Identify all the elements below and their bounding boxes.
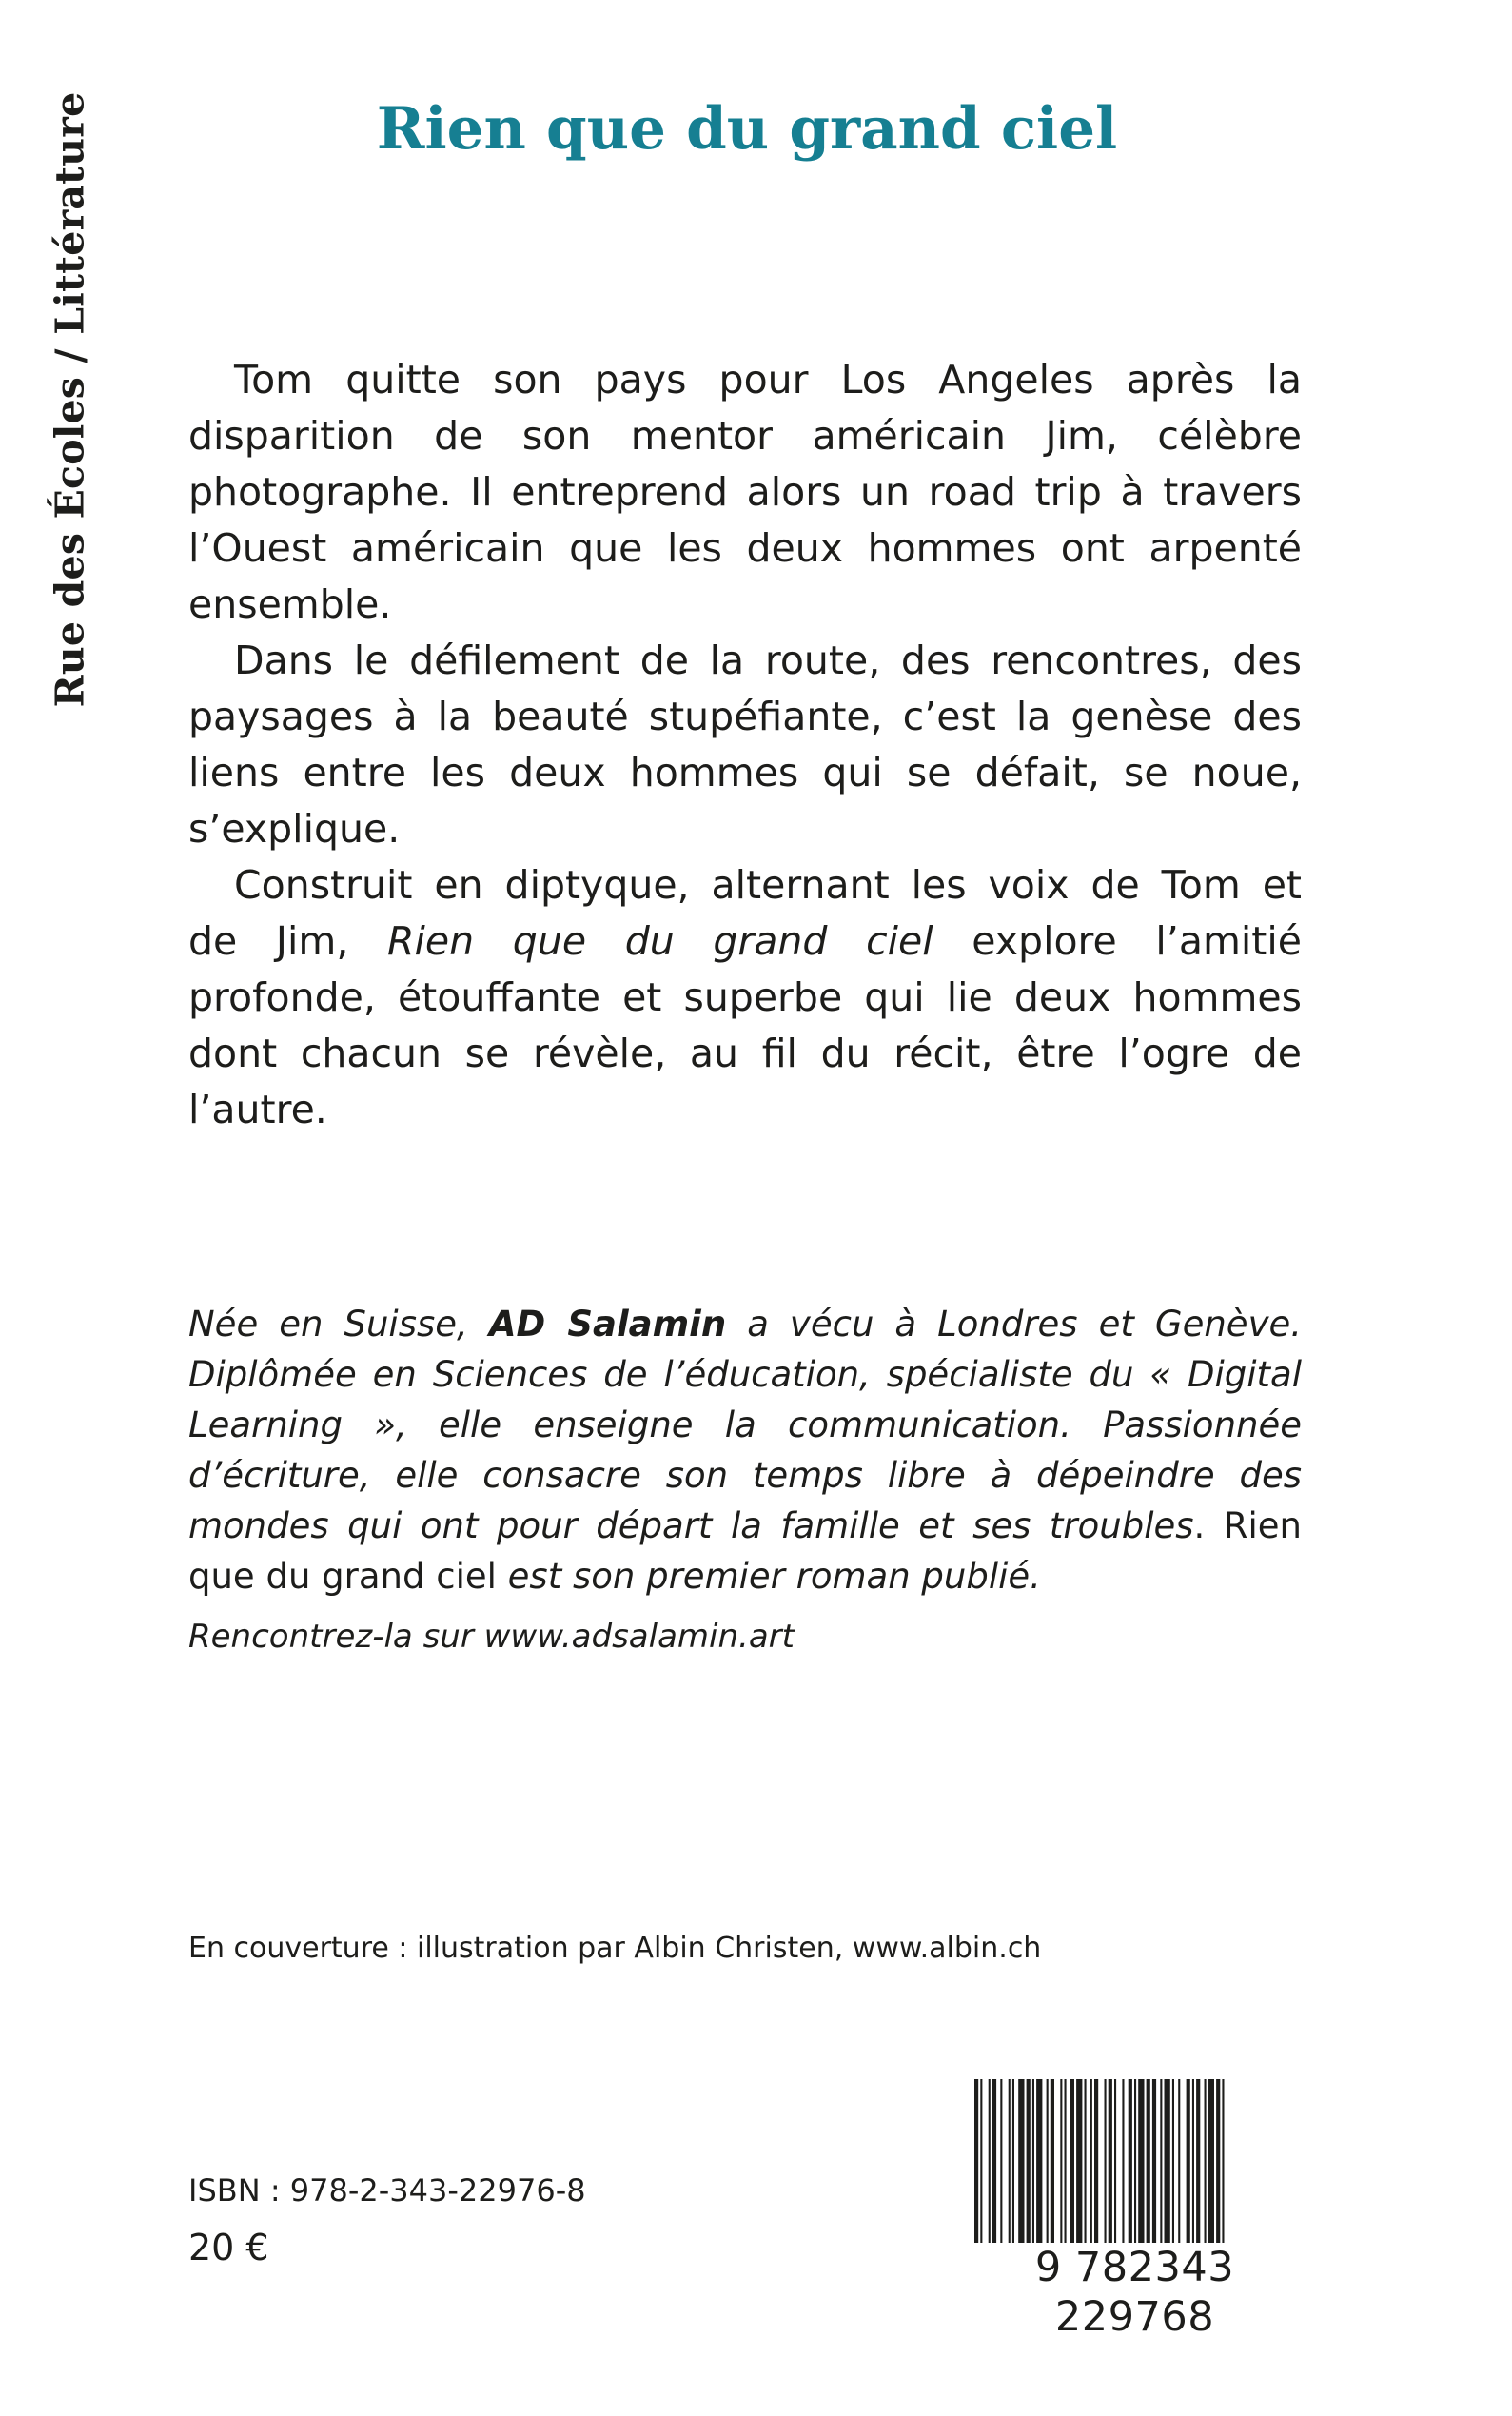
barcode-bar xyxy=(1165,2079,1170,2249)
barcode-bar xyxy=(1122,2079,1124,2249)
synopsis-paragraph-1: Tom quitte son pays pour Los Angeles après la disparition de son mentor américain Jim, célèbre photographe. Il entreprend alors un road trip à travers l’Ouest américain que les deux hommes ont arpenté ensemble. xyxy=(188,357,1302,627)
barcode-bar xyxy=(1105,2079,1107,2269)
synopsis-p3-after: explore l’amitié profonde, étouffante et superbe qui lie deux hommes dont chacun se révèle, au fil du récit, être l’ogre de l’autre. xyxy=(188,918,1302,1132)
barcode-bar xyxy=(1208,2079,1214,2249)
barcode-bar xyxy=(992,2079,996,2249)
barcode-bar xyxy=(1216,2079,1220,2249)
synopsis-title-reference: Rien que du grand ciel xyxy=(387,918,933,964)
price: 20 € xyxy=(188,2227,269,2269)
barcode-bar xyxy=(1085,2079,1087,2249)
barcode-bar xyxy=(1178,2079,1180,2249)
barcode-bar xyxy=(1129,2079,1132,2249)
barcode-bar xyxy=(1205,2079,1207,2249)
barcode xyxy=(971,2079,1299,2341)
barcode-bar xyxy=(1012,2079,1014,2249)
barcode-bar xyxy=(1036,2079,1042,2249)
synopsis xyxy=(188,352,1302,1138)
barcode-bar xyxy=(1060,2079,1062,2249)
synopsis-paragraph-3 xyxy=(188,857,1302,1138)
barcode-bar xyxy=(1047,2079,1049,2249)
barcode-bar xyxy=(1070,2079,1074,2249)
author-name: AD Salamin xyxy=(488,1304,727,1345)
barcode-bars xyxy=(971,2079,1299,2269)
barcode-bar xyxy=(1114,2079,1116,2249)
barcode-bar xyxy=(1018,2079,1024,2249)
barcode-bar xyxy=(1051,2079,1054,2249)
author-bio xyxy=(188,1299,1302,1601)
barcode-bar xyxy=(1032,2079,1034,2249)
collection-name: Rue des Écoles / Littérature xyxy=(47,91,92,708)
book-title: Rien que du grand ciel xyxy=(376,95,1118,163)
barcode-bar xyxy=(1076,2079,1082,2249)
barcode-bar xyxy=(1109,2079,1112,2249)
barcode-bar xyxy=(1222,2079,1224,2269)
barcode-bar xyxy=(1009,2079,1011,2249)
barcode-bar xyxy=(974,2079,978,2269)
bio-text-1: a vécu à Londres et Genève. Diplômée en Sciences de l’éducation, spécialiste du « Digital Learning », elle enseigne la communication. Passionnée d’écriture, elle consacre son temps libre à dépeindre des mondes qui ont pour départ la famille et ses troubles xyxy=(188,1304,1302,1546)
barcode-bar xyxy=(1000,2079,1002,2249)
synopsis-paragraph-2: Dans le défilement de la route, des rencontres, des paysages à la beauté stupéfiante, c’est la genèse des liens entre les deux hommes qui se défait, se noue, s’explique. xyxy=(188,638,1302,852)
barcode-bar xyxy=(1094,2079,1098,2249)
barcode-bar xyxy=(1172,2079,1174,2249)
bio-upright-title: . Rien que du grand ciel xyxy=(188,1505,1302,1597)
isbn: ISBN : 978-2-343-22976-8 xyxy=(188,2172,586,2209)
barcode-bar xyxy=(1147,2079,1150,2249)
barcode-bar xyxy=(1160,2079,1162,2249)
barcode-digits: 9 782343 229768 xyxy=(971,2243,1299,2342)
barcode-bar xyxy=(1065,2079,1067,2249)
barcode-bar xyxy=(980,2079,982,2269)
barcode-bar xyxy=(1134,2079,1136,2249)
barcode-bar xyxy=(1138,2079,1144,2249)
barcode-bar xyxy=(1152,2079,1156,2249)
spine-collection-label xyxy=(17,91,122,708)
author-website: Rencontrez-la sur www.adsalamin.art xyxy=(188,1618,795,1656)
barcode-bar xyxy=(1196,2079,1200,2249)
barcode-bar xyxy=(1090,2079,1092,2249)
bio-text-2: est son premier roman publié. xyxy=(496,1556,1041,1597)
cover-credit: En couverture : illustration par Albin Christen, www.albin.ch xyxy=(188,1932,1042,1965)
barcode-bar xyxy=(1187,2079,1190,2249)
barcode-bar xyxy=(989,2079,991,2249)
bio-lead: Née en Suisse, xyxy=(188,1304,489,1345)
synopsis-p3-before: Construit en diptyque, alternant les voix de Tom et de Jim, xyxy=(188,862,1302,964)
barcode-bar xyxy=(1192,2079,1194,2249)
barcode-bar xyxy=(1027,2079,1031,2249)
